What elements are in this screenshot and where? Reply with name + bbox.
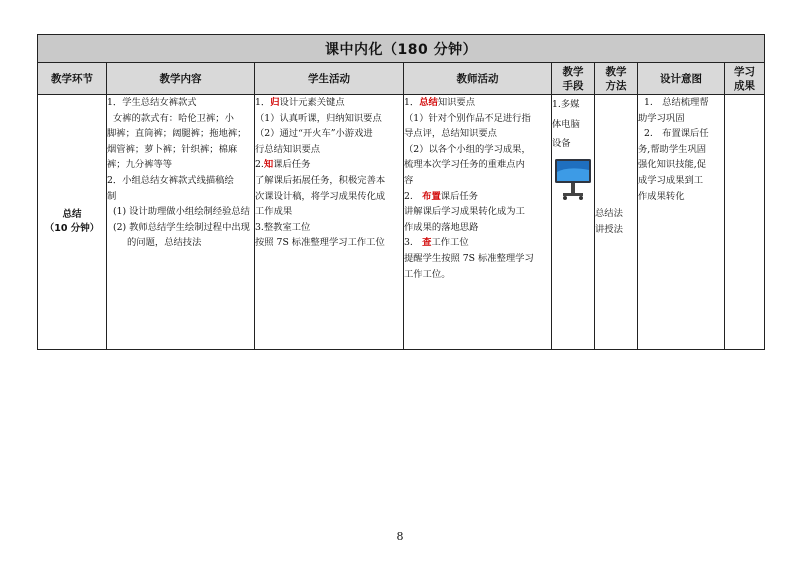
design-line: 强化知识技能,促: [638, 159, 707, 171]
header-means: 教学手段: [552, 63, 595, 95]
table-row: [38, 95, 765, 350]
teacher-line: [404, 235, 551, 251]
result-cell: [725, 95, 765, 350]
teacher-line-prefix: 2.: [404, 190, 423, 202]
teacher-line-text: 课后任务: [440, 190, 478, 202]
content-line: (2) 教师总结学生绘制过程中出现的问题，总结技法: [113, 221, 250, 249]
teacher-line: 作成果的落地思路: [404, 221, 479, 233]
header-teacher: 教师活动: [404, 63, 552, 95]
lesson-plan-table: [37, 34, 765, 350]
design-line: 务,帮助学生巩固: [638, 143, 707, 155]
teacher-cell: [404, 95, 552, 350]
content-line: 2．小组总结女裤款式线描稿绘: [107, 174, 234, 186]
stage-time: （10 分钟）: [44, 223, 100, 234]
teacher-line: 工作工位。: [404, 268, 451, 280]
student-line-prefix: 2.: [255, 159, 264, 171]
teacher-line: [404, 95, 551, 111]
content-line: (1) 设计助理做小组绘制经验总结: [113, 206, 250, 218]
whiteboard-wheel: [579, 196, 583, 200]
content-cell: [107, 95, 255, 350]
teacher-keyword: 总结: [419, 97, 438, 108]
student-line-text: 课后任务: [273, 159, 311, 171]
student-line: 按照 7S 标准整理学习工作工位: [255, 237, 385, 249]
content-line: 烟管裤；萝卜裤；针织裤；棉麻: [107, 143, 238, 155]
student-keyword: 知: [263, 159, 274, 171]
design-cell: [638, 95, 725, 350]
teacher-line: （2）以各个小组的学习成果，: [404, 143, 531, 155]
means-line: 体电脑: [552, 118, 580, 130]
method-line: 讲授法: [595, 224, 623, 235]
student-keyword: 归: [270, 97, 280, 108]
design-line: 成学习成果到工: [638, 174, 704, 186]
teacher-keyword: 查: [422, 237, 432, 249]
design-line: 2. 布置课后任: [644, 128, 709, 140]
method-cell: [595, 95, 638, 350]
content-line: 女裤的款式有：哈伦卫裤；小: [113, 112, 234, 124]
means-line: 设备: [552, 138, 571, 149]
header-result: 学习成果: [725, 63, 765, 95]
teacher-line: 讲解课后学习成果转化成为工: [404, 206, 525, 218]
means-cell: [552, 95, 595, 350]
student-line: 行总结知识要点: [255, 143, 321, 155]
student-line: 次课设计稿，将学习成果传化成: [255, 190, 386, 202]
means-line: 1.多媒: [552, 99, 580, 110]
student-cell: [255, 95, 404, 350]
design-line: 1. 总结梳理帮: [644, 97, 709, 108]
content-line: 裤；九分裤等等: [107, 159, 173, 171]
page-number: 8: [396, 530, 404, 543]
student-line-prefix: 1．: [255, 97, 271, 108]
content-line: 制: [107, 190, 117, 202]
header-student: 学生活动: [255, 63, 404, 95]
method-line: 总结法: [595, 208, 623, 220]
teacher-line-prefix: 3.: [404, 237, 423, 249]
teacher-line-text: 知识要点: [437, 97, 476, 108]
student-line: 了解课后拓展任务，积极完善本: [255, 174, 386, 186]
design-line: 作成果转化: [638, 190, 685, 202]
teacher-keyword: 布置: [422, 190, 441, 202]
teacher-line: 容: [404, 174, 414, 186]
header-method: 教学方法: [595, 63, 638, 95]
student-line: （2）通过“开火车”小游戏进: [255, 128, 373, 140]
whiteboard-wheel: [563, 196, 567, 200]
header-stage: 教学环节: [38, 63, 107, 95]
header-content: 教学内容: [107, 63, 255, 95]
teacher-line: [404, 189, 551, 205]
student-line: 工作成果: [255, 206, 293, 218]
design-line: 助学习巩固: [638, 112, 685, 124]
teacher-line-text: 工作工位: [431, 237, 469, 249]
whiteboard-screen-glow: [557, 168, 589, 181]
teacher-line: 导点评，总结知识要点: [404, 128, 497, 140]
whiteboard-stand: [571, 183, 575, 194]
student-line: [255, 95, 403, 111]
header-design: 设计意图: [638, 63, 725, 95]
interactive-whiteboard-icon: [554, 158, 592, 202]
whiteboard-base: [563, 193, 583, 196]
content-line: 1．学生总结女裤款式: [107, 97, 197, 108]
stage-name: 总结: [62, 209, 82, 220]
teacher-line-prefix: 1．: [404, 97, 420, 108]
table-title: 课中内化（180 分钟）: [38, 35, 765, 63]
teacher-line: （1）针对个别作品不足进行指: [404, 112, 531, 124]
student-line: [255, 157, 403, 173]
student-line: （1）认真听课，归纳知识要点: [255, 112, 382, 124]
stage-cell: [38, 95, 107, 350]
student-line-text: 设计元素关键点: [279, 97, 345, 108]
student-line: 3.整教室工位: [255, 221, 311, 233]
teacher-line: 梳理本次学习任务的重难点内: [404, 159, 525, 171]
teacher-line: 提醒学生按照 7S 标准整理学习: [404, 252, 534, 264]
content-line: 脚裤；直筒裤；阔腿裤；拖地裤；: [107, 128, 247, 140]
